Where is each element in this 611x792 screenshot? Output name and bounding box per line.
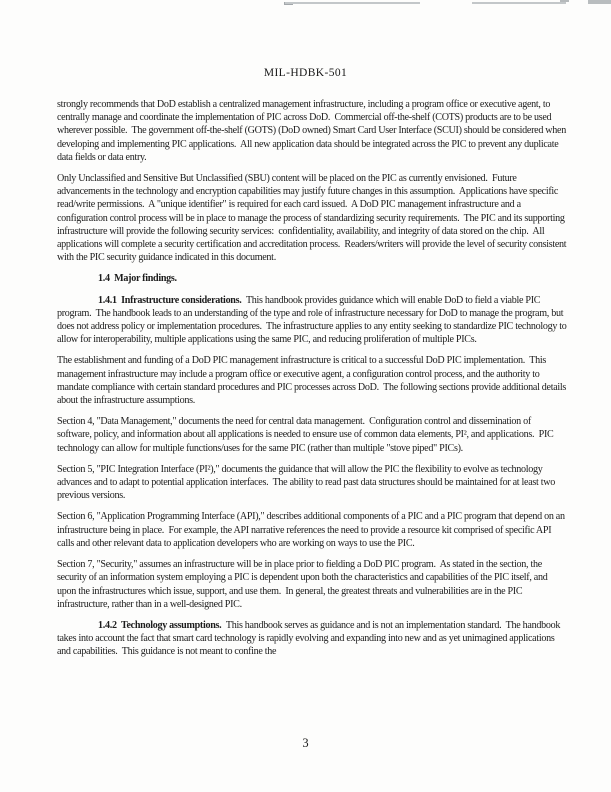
- document-body: [57, 98, 567, 667]
- section-142-title: 1.4.2 Technology assumptions.: [98, 619, 226, 631]
- scan-artifact-corner: [588, 0, 611, 4]
- scan-artifact-dot: [560, 0, 569, 2]
- paragraph-continuation: strongly recommends that DoD establish a centralized management infrastructure, including a program office or executive agent, to centrally manage and coordinate the implementation of PIC across DoD. Commercial off-the-shelf (COTS) products are to be used wherever possible. The government off-the-shelf (GOTS) (DoD owned) Smart Card User Interface (SCUI) should be considered when developing and implementing PIC applications. All new application data should be integrated across the PIC to prevent any duplicate data fields or data entry.: [57, 99, 569, 163]
- scan-artifact-line-right: [472, 2, 566, 4]
- section-142-text: This handbook serves as guidance and is not an implementation standard. The handbook takes into account the fact that smart card technology is rapidly evolving and expanding into new and as yet unimagined applications and capabilities. This guidance is not meant to confine the: [57, 619, 563, 658]
- scan-artifact-line-left: [285, 2, 420, 4]
- paragraph-section-4-data-management: Section 4, "Data Management," documents the need for central data management. Configuration control and dissemination of software, policy, and information about all applications is needed to ensure use of common data elements, PI², and applications. PIC technology can allow for multiple functions/uses for the same PIC (rather than multiple "stove piped" PICs).: [57, 416, 556, 454]
- paragraph-infrastructure-considerations: [57, 294, 567, 347]
- page-number: 3: [302, 736, 309, 750]
- section-141-title: 1.4.1 Infrastructure considerations.: [98, 294, 246, 306]
- section-141-text: This handbook provides guidance which will enable DoD to field a viable PIC program. The handbook leads to an understanding of the type and role of infrastructure necessary for DoD to manage the program, but does not address policy or implementation procedures. The infrastructure applies to any entity seeking to standardize PIC technology to allow for interoperability, multiple applications using the same PIC, and reducing proliferation of multiple PICs.: [57, 294, 569, 346]
- paragraph-sbu-security: Only Unclassified and Sensitive But Unclassified (SBU) content will be placed on the PIC as currently envisioned. Future advancements in the technology and encryption capabilities may justify future changes in this assumption. Applications have specific read/write permissions. A "unique identifier" is required for each card issued. A DoD PIC management infrastructure and a configuration control process will be in place to manage the process of standardizing security requirements. The PIC and its supporting infrastructure will provide the following security services: confidentiality, availability, and integrity of data stored on the chip. All applications will complete a security certification and accreditation process. Readers/writers will provide the level of security consistent with the PIC security guidance indicated in this document.: [57, 173, 569, 264]
- heading-major-findings: 1.4 Major findings.: [98, 273, 177, 285]
- paragraph-section-6-api: Section 6, "Application Programming Interface (API)," describes additional components of a PIC and a PIC program that depend on an infrastructure being in place. For example, the API narrative references the need to provide a resource kit comprised of specific API calls and other relevant data to application developers who are working on ways to use the PIC.: [57, 511, 567, 549]
- paragraph-establishment-funding: The establishment and funding of a DoD PIC management infrastructure is critical to a successful DoD PIC implementation. This management infrastructure may include a program office or executive agent, a configuration control process, and the authority to mandate compliance with certain standard procedures and PIC processes across DoD. The following sections provide additional details about the infrastructure assumptions.: [57, 355, 569, 407]
- document-id-header: MIL-HDBK-501: [263, 67, 348, 79]
- paragraph-technology-assumptions: [57, 619, 567, 659]
- paragraph-section-5-pic-integration-interface: Section 5, "PIC Integration Interface (PI²)," documents the guidance that will allow the PIC the flexibility to evolve as technology advances and to adapt to potential application interfaces. The ability to read past data structures should be maintained for at least two previous versions.: [57, 463, 558, 502]
- paragraph-section-7-security: Section 7, "Security," assumes an infrastructure will be in place prior to fielding a DoD PIC program. As stated in the section, the security of an information system employing a PIC is dependent upon both the characteristics and capabilities of the PIC itself, and upon the infrastructures which issue, support, and use them. In general, the greatest threats and vulnerabilities are in the PIC infrastructure, rather than in a well-designed PIC.: [57, 559, 550, 610]
